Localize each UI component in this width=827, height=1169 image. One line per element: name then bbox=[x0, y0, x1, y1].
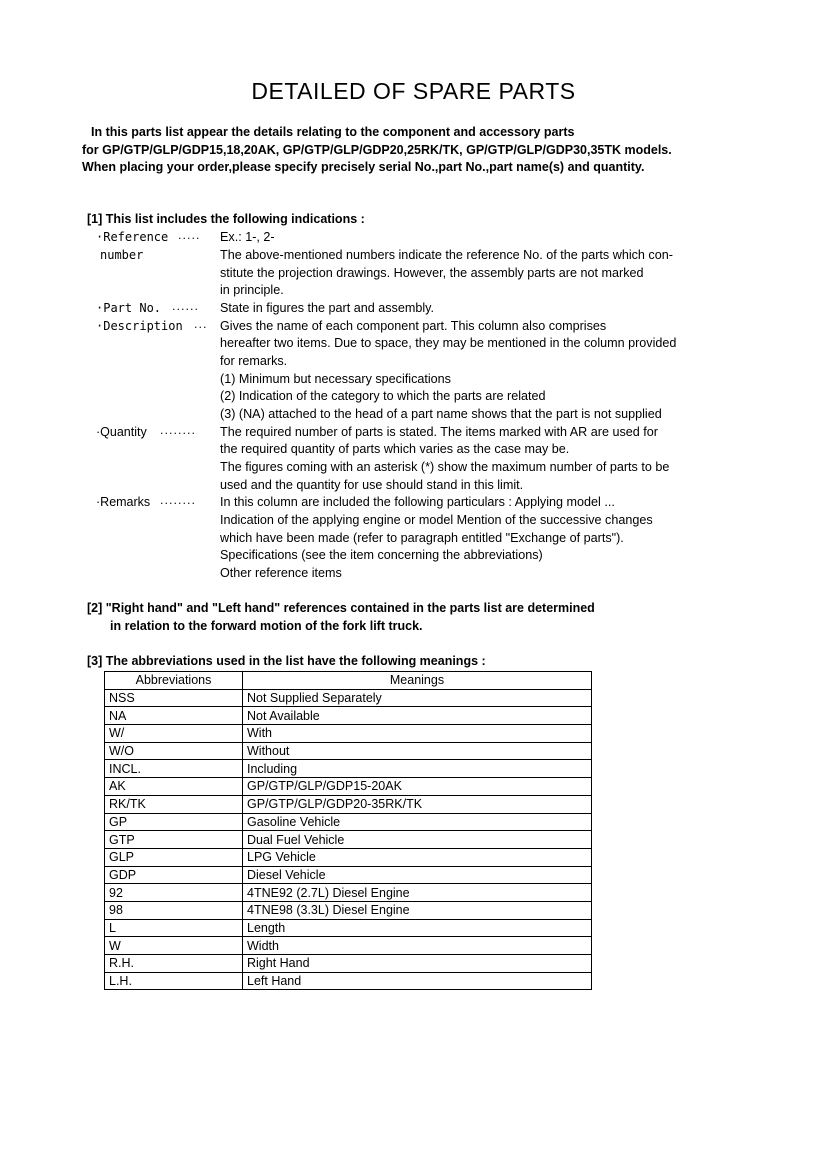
indication-text: for remarks. bbox=[220, 354, 288, 368]
indication-text: the required quantity of parts which varies as the case may be. bbox=[220, 442, 570, 456]
meaning-cell: Not Available bbox=[243, 707, 592, 725]
leader-dots: ····· bbox=[178, 232, 201, 245]
table-row bbox=[105, 742, 592, 760]
meaning-cell: 4TNE98 (3.3L) Diesel Engine bbox=[243, 901, 592, 919]
section-3-heading: [3] The abbreviations used in the list have the following meanings : bbox=[87, 654, 486, 668]
section-2-line: in relation to the forward motion of the fork lift truck. bbox=[110, 618, 423, 633]
leader-dots: ········ bbox=[160, 427, 196, 440]
column-header-abbreviations: Abbreviations bbox=[105, 672, 243, 690]
section-2 bbox=[87, 600, 595, 635]
intro-line: In this parts list appear the details relating to the component and accessory parts bbox=[91, 125, 575, 139]
table-row bbox=[105, 795, 592, 813]
meaning-cell: Dual Fuel Vehicle bbox=[243, 831, 592, 849]
table-row bbox=[105, 689, 592, 707]
meaning-cell: Width bbox=[243, 937, 592, 955]
indication-label: ·Quantity bbox=[96, 425, 147, 439]
intro-paragraph bbox=[82, 124, 672, 177]
indication-text: stitute the projection drawings. However, the assembly parts are not marked bbox=[220, 266, 644, 280]
section-2-line: [2] "Right hand" and "Left hand" references contained in the parts list are determined bbox=[87, 601, 595, 615]
indication-text: hereafter two items. Due to space, they may be mentioned in the column provided bbox=[220, 336, 677, 350]
indication-text: Specifications (see the item concerning the abbreviations) bbox=[220, 548, 543, 562]
indication-text: Other reference items bbox=[220, 566, 342, 580]
abbreviation-cell: RK/TK bbox=[105, 795, 243, 813]
table-row bbox=[105, 884, 592, 902]
table-row bbox=[105, 866, 592, 884]
intro-line: for GP/GTP/GLP/GDP15,18,20AK, GP/GTP/GLP/GDP20,25RK/TK, GP/GTP/GLP/GDP30,35TK models. bbox=[82, 142, 672, 157]
table-row bbox=[105, 813, 592, 831]
indication-label: ·Remarks bbox=[96, 495, 151, 509]
table-row bbox=[105, 760, 592, 778]
table-row bbox=[105, 901, 592, 919]
table-header-row bbox=[105, 672, 592, 690]
meaning-cell: Including bbox=[243, 760, 592, 778]
meaning-cell: Left Hand bbox=[243, 972, 592, 990]
meaning-cell: Right Hand bbox=[243, 955, 592, 973]
abbreviation-cell: L.H. bbox=[105, 972, 243, 990]
abbreviation-cell: L bbox=[105, 919, 243, 937]
indication-text: The figures coming with an asterisk (*) show the maximum number of parts to be bbox=[220, 460, 670, 474]
abbreviation-cell: 98 bbox=[105, 901, 243, 919]
meaning-cell: LPG Vehicle bbox=[243, 848, 592, 866]
abbreviation-cell: W/O bbox=[105, 742, 243, 760]
indication-text: Gives the name of each component part. This column also comprises bbox=[220, 319, 607, 333]
leader-dots: ········ bbox=[160, 497, 196, 510]
section-1-heading: [1] This list includes the following indications : bbox=[87, 212, 365, 226]
indication-label: ·Reference bbox=[96, 230, 169, 244]
indication-text: (3) (NA) attached to the head of a part name shows that the part is not supplied bbox=[220, 407, 662, 421]
abbreviation-cell: NA bbox=[105, 707, 243, 725]
table-row bbox=[105, 831, 592, 849]
indication-text: in principle. bbox=[220, 283, 284, 297]
leader-dots: ······ bbox=[172, 303, 199, 316]
meaning-cell: With bbox=[243, 725, 592, 743]
column-header-meanings: Meanings bbox=[243, 672, 592, 690]
abbreviation-cell: W bbox=[105, 937, 243, 955]
table-row bbox=[105, 955, 592, 973]
abbreviation-cell: AK bbox=[105, 778, 243, 796]
table-row bbox=[105, 707, 592, 725]
abbreviation-cell: NSS bbox=[105, 689, 243, 707]
meaning-cell: GP/GTP/GLP/GDP15-20AK bbox=[243, 778, 592, 796]
meaning-cell: Length bbox=[243, 919, 592, 937]
indication-text: used and the quantity for use should stand in this limit. bbox=[220, 478, 524, 492]
intro-line: When placing your order,please specify precisely serial No.,part No.,part name(s) and quantity. bbox=[82, 160, 645, 174]
meaning-cell: Diesel Vehicle bbox=[243, 866, 592, 884]
meaning-cell: Gasoline Vehicle bbox=[243, 813, 592, 831]
meaning-cell: GP/GTP/GLP/GDP20-35RK/TK bbox=[243, 795, 592, 813]
indication-text: The above-mentioned numbers indicate the reference No. of the parts which con- bbox=[220, 248, 673, 262]
indication-label: ·Description bbox=[96, 319, 183, 333]
indication-text: State in figures the part and assembly. bbox=[220, 301, 434, 315]
indication-text: In this column are included the following particulars : Applying model ... bbox=[220, 495, 615, 509]
indication-text: The required number of parts is stated. The items marked with AR are used for bbox=[220, 425, 658, 439]
indication-text: (2) Indication of the category to which the parts are related bbox=[220, 389, 546, 403]
abbreviations-table bbox=[104, 671, 592, 990]
indication-label: ·Part No. bbox=[96, 301, 162, 315]
table-row bbox=[105, 972, 592, 990]
meaning-cell: Not Supplied Separately bbox=[243, 689, 592, 707]
leader-dots: ··· bbox=[194, 321, 208, 334]
table-row bbox=[105, 919, 592, 937]
abbreviation-cell: 92 bbox=[105, 884, 243, 902]
meaning-cell: Without bbox=[243, 742, 592, 760]
indication-text: Indication of the applying engine or model Mention of the successive changes bbox=[220, 513, 653, 527]
abbreviation-cell: GTP bbox=[105, 831, 243, 849]
abbreviation-cell: GLP bbox=[105, 848, 243, 866]
indication-text: (1) Minimum but necessary specifications bbox=[220, 372, 451, 386]
indication-label-cont: number bbox=[100, 248, 144, 262]
table-row bbox=[105, 778, 592, 796]
abbreviation-cell: GP bbox=[105, 813, 243, 831]
indication-text: Ex.: 1-, 2- bbox=[220, 230, 275, 244]
table-row bbox=[105, 937, 592, 955]
abbreviation-cell: R.H. bbox=[105, 955, 243, 973]
abbreviation-cell: W/ bbox=[105, 725, 243, 743]
page-title: DETAILED OF SPARE PARTS bbox=[251, 78, 576, 104]
table-row bbox=[105, 848, 592, 866]
abbreviation-cell: GDP bbox=[105, 866, 243, 884]
indication-text: which have been made (refer to paragraph entitled "Exchange of parts"). bbox=[220, 531, 624, 545]
table-row bbox=[105, 725, 592, 743]
abbreviation-cell: INCL. bbox=[105, 760, 243, 778]
table-body bbox=[105, 689, 592, 990]
meaning-cell: 4TNE92 (2.7L) Diesel Engine bbox=[243, 884, 592, 902]
